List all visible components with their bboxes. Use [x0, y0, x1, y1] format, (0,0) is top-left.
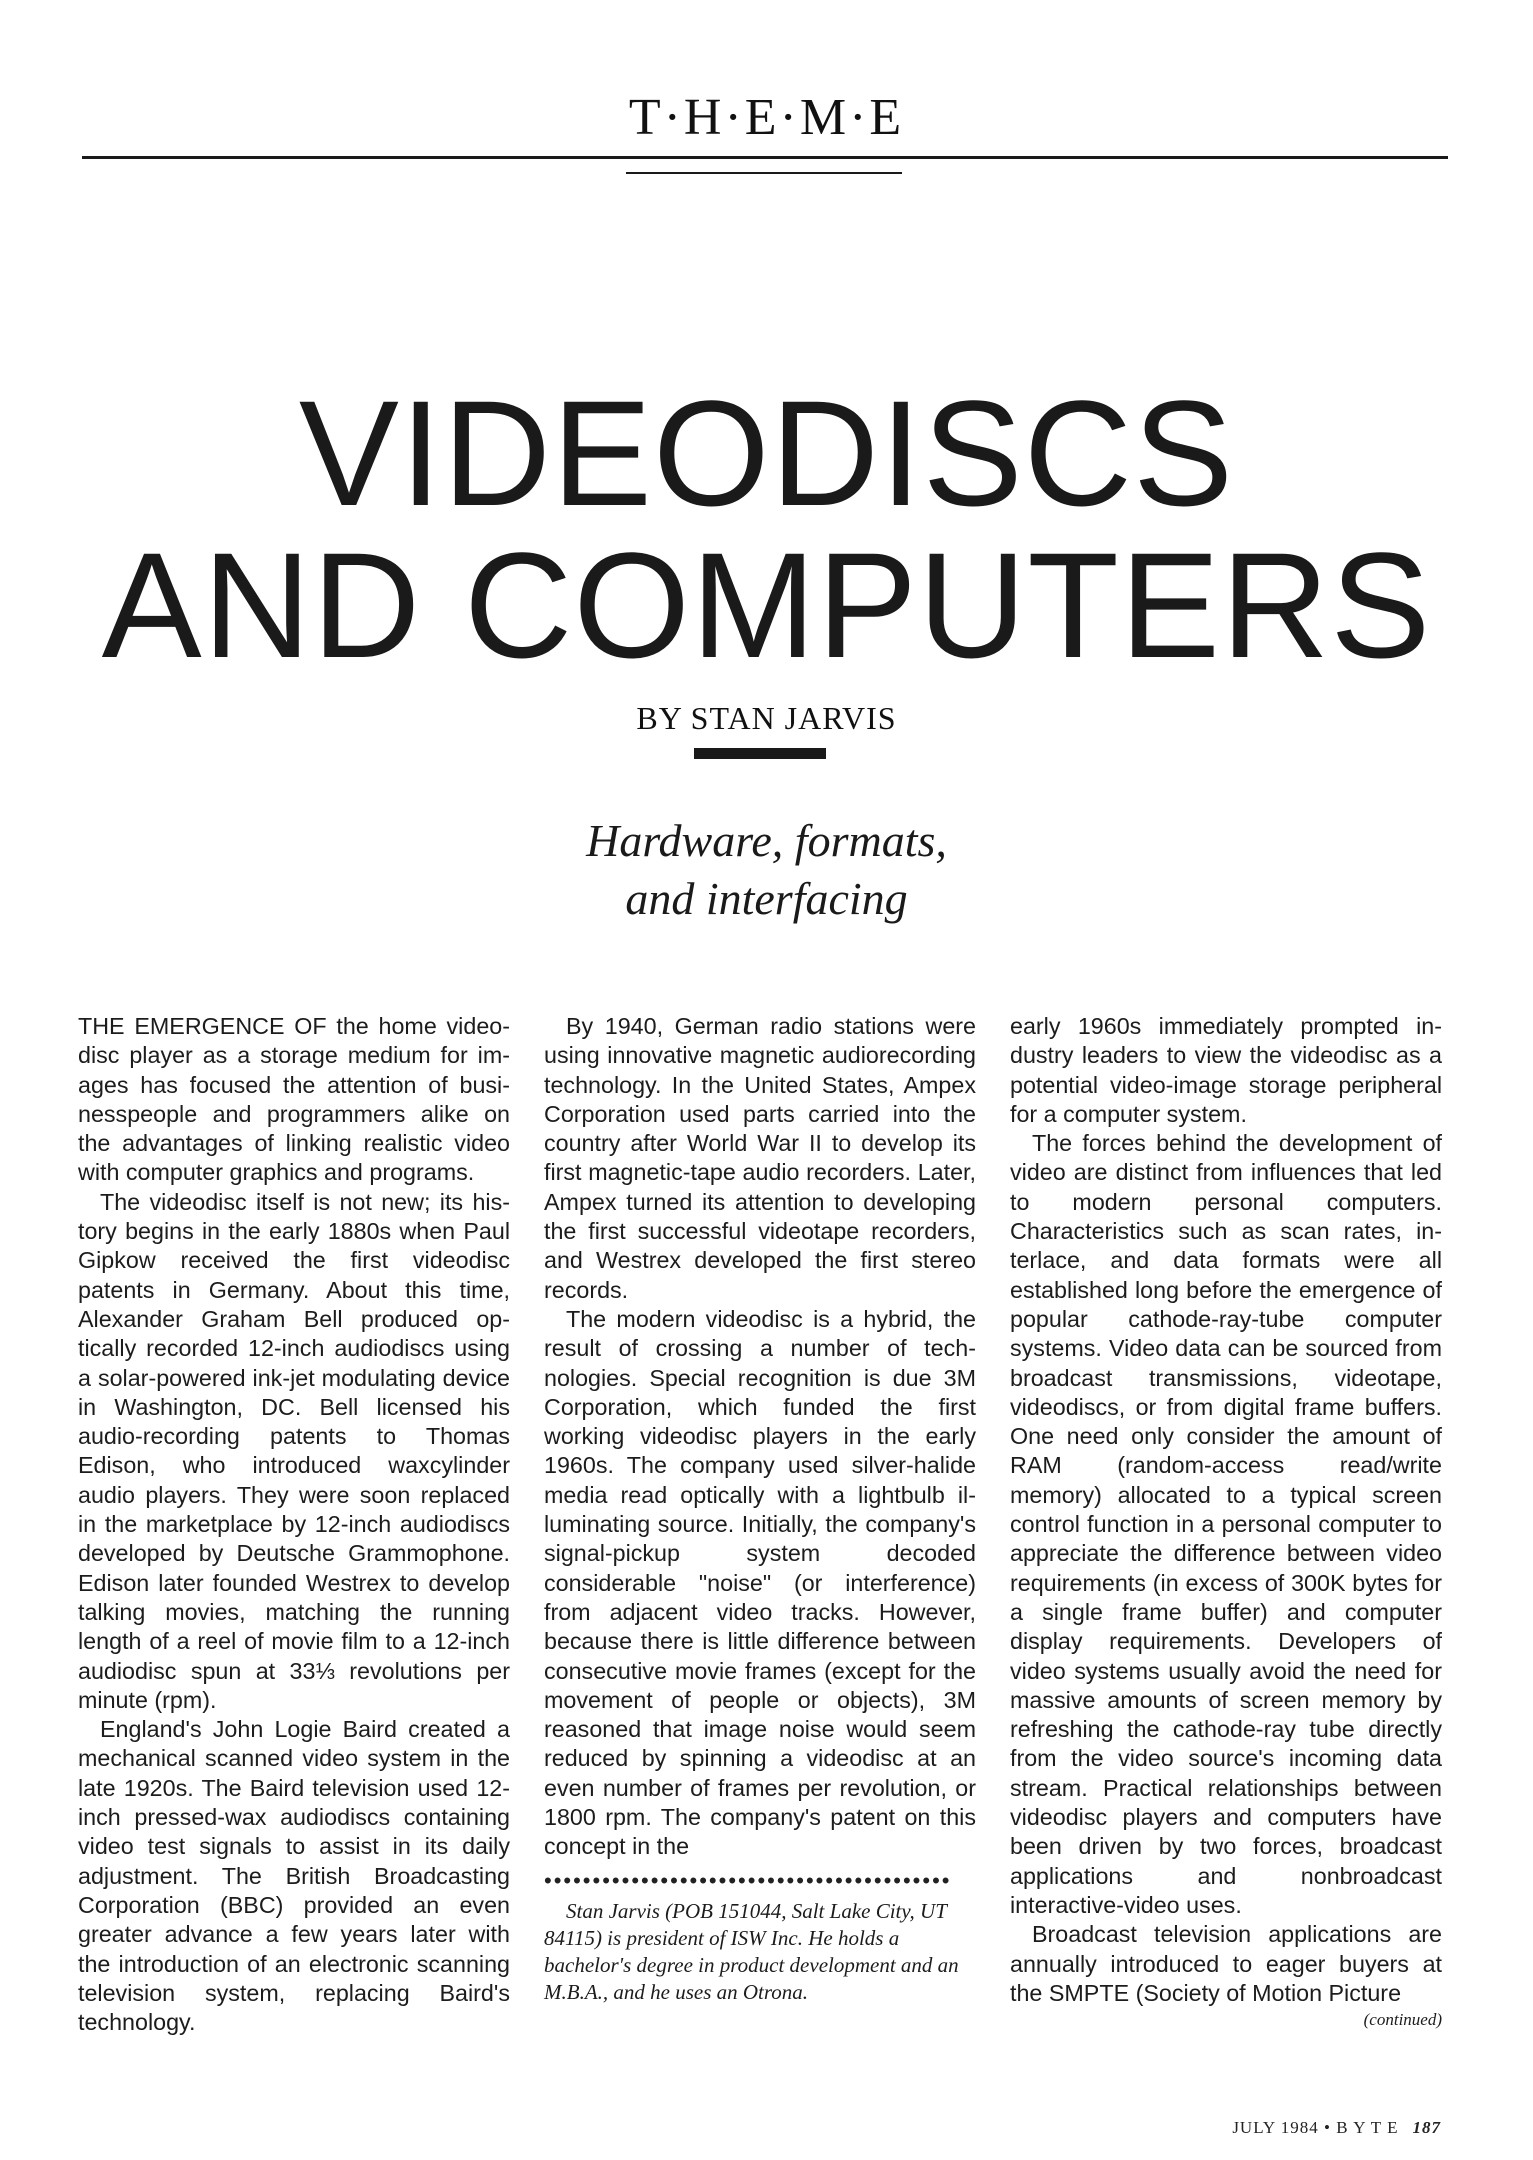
bio-separator: •••••••••••••••••••••••••••••••••••••••••• [544, 1869, 952, 1892]
byline: BY STAN JARVIS [636, 700, 897, 736]
page-number: 187 [1412, 2118, 1441, 2137]
paragraph: England's John Logie Baird created a mechanical scanned video system in the late 1920s. The Baird television used 12-inch pressed-wax audiodiscs containing video test signals to assist in its daily adjustment. The British Broadcasting Corporation (BBC) provided an even greater advance a few years later with the introduction of an electronic scanning television system, replacing Baird's technology. [78, 1716, 510, 2036]
header-subrule [626, 172, 902, 174]
text-column-2 [544, 1012, 976, 2006]
deck-line-2: and interfacing [625, 873, 908, 924]
article-title-line-1: VIDEODISCS [298, 369, 1235, 537]
section-label: T·H·E·M·E [628, 89, 905, 146]
paragraph: Broadcast television applications are annually introduced to eager buyers at the SMPTE (Society of Motion Picture [1010, 1921, 1442, 2006]
article-deck [0, 812, 1533, 928]
text-column-3 [1010, 1012, 1442, 2032]
author-bio: Stan Jarvis (POB 151044, Salt Lake City, UT 84115) is president of ISW Inc. He holds a bachelor's degree in product development and an M.B.A., and he uses an Otrona. [544, 1898, 959, 2004]
paragraph: By 1940, German radio stations were using innovative magnetic audiorecording technology. In the United States, Ampex Corporation used parts carried into the country after World War II to develop its first magnetic-tape audio recorders. Later, Ampex turned its attention to developing the first successful videotape recorders, and Westrex developed the first stereo records. [544, 1013, 976, 1303]
header-rule [82, 156, 1448, 159]
byline-bar [694, 748, 826, 759]
deck-line-1: Hardware, formats, [586, 815, 947, 866]
issue-label: JULY 1984 • B Y T E [1232, 2118, 1399, 2137]
text-column-1 [78, 1012, 510, 2037]
paragraph: early 1960s immediately prompted industry leaders to view the videodisc as a potential video-image storage peripheral for a computer system. [1010, 1013, 1442, 1127]
page-footer [1232, 2118, 1441, 2138]
paragraph: The modern videodisc is a hybrid, the result of crossing a number of technologies. Special recognition is due 3M Corporation, which funded the first working videodisc players in the early 1960s. The company used silver-halide media read optically with a lightbulb illuminating source. Initially, the company's signal-pickup system decoded considerable "noise" (or interference) from adjacent video tracks. However, because there is little difference between consecutive movie frames (except for the movement of people or objects), 3M reasoned that image noise would seem reduced by spinning a videodisc at an even number of frames per revolution, or 1800 rpm. The company's patent on this concept in the [544, 1305, 976, 1860]
paragraph: The videodisc itself is not new; its history begins in the early 1880s when Paul Gipkow received the first videodisc patents in Germany. About this time, Alexander Graham Bell produced optically recorded 12-inch audiodiscs using a solar-powered ink-jet modulating device in Washington, DC. Bell licensed his audio-recording patents to Thomas Edison, who introduced waxcylinder audio players. They were soon replaced in the marketplace by 12-inch audiodiscs developed by Deutsche Grammophone. Edison later founded Westrex to develop talking movies, matching the running length of a reel of movie film to a 12-inch audiodisc spun at 33⅓ revolutions per minute (rpm). [78, 1188, 510, 1713]
paragraph: THE EMERGENCE OF the home videodisc player as a storage medium for images has focused the attention of businesspeople and programmers alike on the advantages of linking realistic video with computer graphics and programs. [78, 1013, 510, 1186]
paragraph: The forces behind the development of video are distinct from influences that led to modern personal computers. Characteristics such as scan rates, interlace, and data formats were all established long before the emergence of popular cathode-ray-tube computer systems. Video data can be sourced from broadcast transmissions, videotape, videodiscs, or from digital frame buffers. One need only consider the amount of RAM (random-access read/write memory) allocated to a typical screen control function in a personal computer to appreciate the difference between video requirements (in excess of 300K bytes for a single frame buffer) and computer display requirements. Developers of video systems usually avoid the need for massive amounts of screen memory by refreshing the cathode-ray tube directly from the video source's incoming data stream. Practical relationships between videodisc players and computers have been driven by two forces, broadcast applications and nonbroadcast interactive-video uses. [1010, 1130, 1442, 1918]
article-title-line-2: AND COMPUTERS [101, 521, 1432, 689]
continued-label: (continued) [1363, 2010, 1442, 2030]
